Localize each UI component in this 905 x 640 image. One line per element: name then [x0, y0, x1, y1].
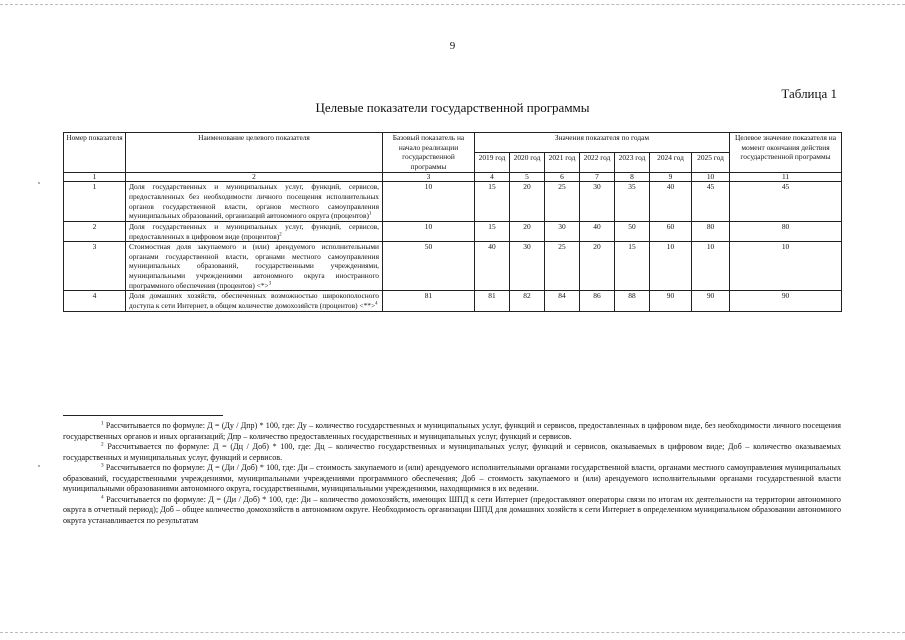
year-value: 45	[692, 182, 730, 222]
indicators-table	[63, 132, 842, 312]
footnote	[63, 495, 841, 527]
year-value: 82	[510, 291, 545, 311]
row-number: 1	[64, 182, 126, 222]
indicator-name	[126, 182, 383, 222]
footnote-ref: 4	[375, 301, 378, 307]
year-value: 80	[692, 221, 730, 241]
table-row	[64, 182, 842, 222]
year-value: 15	[615, 242, 650, 291]
footnote	[63, 463, 841, 495]
indicator-name-text: Доля государственных и муниципальных услуг, функций, сервисов, предоставленных в цифровом виде (процентов)	[129, 221, 379, 241]
footnote-number: 1	[101, 420, 104, 427]
year-value: 86	[580, 291, 615, 311]
footnote-number: 3	[101, 462, 104, 469]
base-value: 10	[383, 182, 475, 222]
footnote-ref: 1	[368, 211, 372, 217]
base-value: 50	[383, 242, 475, 291]
footnote-text: Рассчитывается по формуле: Д = (Дц / Доб) * 100, где: Дц – количество государственных и муниципальных услуг, функций и сервисов, оказываемых в цифровом виде; Доб – количество оказываемых государственных и муниципальных услуг, функций и сервисов.	[63, 442, 841, 462]
scan-speck	[38, 465, 40, 467]
year-header: 2022 год	[580, 152, 615, 172]
year-header: 2020 год	[510, 152, 545, 172]
table-row	[64, 291, 842, 311]
year-header: 2025 год	[692, 152, 730, 172]
scan-speck	[38, 182, 40, 184]
indicator-name	[126, 221, 383, 241]
year-header: 2024 год	[650, 152, 692, 172]
column-number: 5	[510, 172, 545, 182]
year-value: 88	[615, 291, 650, 311]
year-value: 60	[650, 221, 692, 241]
year-value: 25	[545, 182, 580, 222]
year-value: 15	[475, 182, 510, 222]
indicator-name	[126, 291, 383, 311]
year-value: 81	[475, 291, 510, 311]
scan-bottom-edge	[0, 632, 905, 633]
footnote-text: Рассчитывается по формуле: Д = (Ди / Доб) * 100, где: Ди – стоимость закупаемого и (или) арендуемого исполнительными органами государственной власти, органами местного самоуправления муниципальных образований, государственными учреждениями, муниципальными учреждениями программного обеспечения; Доб – стоимость закупаемого и (или) арендуемого исполнительными органами государственной власти муниципальными образованиями автономного округа, государственными, муниципальными учреждениями, находящимися в их ведении.	[63, 463, 841, 494]
year-value: 40	[650, 182, 692, 222]
year-value: 25	[545, 242, 580, 291]
indicator-name-text: Доля государственных и муниципальных услуг, функций, сервисов, предоставленных без необходимости личного посещения исполнительных органов государственной власти, органов местного самоуправления муниципальных образований, организаций автономного округа (процентов)	[129, 182, 379, 221]
year-value: 84	[545, 291, 580, 311]
row-number: 4	[64, 291, 126, 311]
column-number: 9	[650, 172, 692, 182]
base-value: 81	[383, 291, 475, 311]
column-number: 6	[545, 172, 580, 182]
target-value: 45	[730, 182, 842, 222]
footnote-separator	[63, 415, 223, 416]
column-number: 11	[730, 172, 842, 182]
year-header: 2021 год	[545, 152, 580, 172]
year-value: 20	[510, 182, 545, 222]
column-number: 8	[615, 172, 650, 182]
col-header-target: Целевое значение показателя на момент окончания действия государственной программы	[730, 133, 842, 173]
scan-top-edge	[0, 4, 905, 5]
year-value: 90	[650, 291, 692, 311]
footnote-number: 2	[101, 441, 104, 448]
year-value: 20	[580, 242, 615, 291]
column-number: 4	[475, 172, 510, 182]
footnote	[63, 442, 841, 463]
column-number: 10	[692, 172, 730, 182]
row-number: 3	[64, 242, 126, 291]
year-value: 35	[615, 182, 650, 222]
year-value: 40	[580, 221, 615, 241]
footnote	[63, 421, 841, 442]
col-header-values-group: Значения показателя по годам	[475, 133, 730, 153]
col-header-base: Базовый показатель на начало реализации государственной программы	[383, 133, 475, 173]
row-number: 2	[64, 221, 126, 241]
column-number: 1	[64, 172, 126, 182]
target-value: 10	[730, 242, 842, 291]
year-value: 30	[580, 182, 615, 222]
page-number: 9	[449, 40, 456, 52]
footnote-text: Рассчитывается по формуле: Д = (Ду / Дпр) * 100, где: Ду – количество государственных и муниципальных услуг, функций и сервисов, предоставленных в цифровом виде, без необходимости личного посещения государственных органов и иных организаций; Дпр – количество предоставленных государственных и муниципальных услуг, функций и сервисов.	[63, 421, 841, 441]
base-value: 10	[383, 221, 475, 241]
year-value: 90	[692, 291, 730, 311]
year-value: 40	[475, 242, 510, 291]
year-value: 30	[510, 242, 545, 291]
table-row	[64, 221, 842, 241]
column-number: 3	[383, 172, 475, 182]
footnote-text: Рассчитывается по формуле: Д = (Ди / Доб) * 100, где: Ди – количество домохозяйств, имеющих ШПД к сети Интернет (предоставляют операторы связи по итогам их деятельности на территории автономного округа в отчетный период); Доб – общее количество домохозяйств в автономном округе. Необходимость организации ШПД для домашних хозяйств к сети Интернет в определенном муниципальном образовании автономного округа устанавливается по результатам	[63, 494, 841, 525]
footnote-ref: 3	[268, 281, 272, 287]
target-value: 90	[730, 291, 842, 311]
indicators-table-container	[63, 132, 841, 312]
footnote-number: 4	[101, 493, 104, 500]
year-value: 15	[475, 221, 510, 241]
indicator-name	[126, 242, 383, 291]
indicator-name-text: Доля домашних хозяйств, обеспеченных возможностью широкополосного доступа к сети Интернет, в общем количестве домохозяйств (процентов) <**>	[129, 291, 379, 310]
year-value: 30	[545, 221, 580, 241]
indicator-name-text: Стоимостная доля закупаемого и (или) арендуемого исполнительными органами государственной власти, органами местного самоуправления муниципальных образований, государственными учреждениями, муниципальными учреждениями автономного округа иностранного программного обеспечения (процентов) <*>	[129, 242, 379, 290]
table-label: Таблица 1	[781, 86, 837, 101]
column-number: 2	[126, 172, 383, 182]
year-value: 20	[510, 221, 545, 241]
year-value: 50	[615, 221, 650, 241]
footnote-ref: 2	[279, 232, 282, 238]
col-header-name: Наименование целевого показателя	[126, 133, 383, 173]
column-number-row	[64, 172, 842, 182]
header-row-1	[64, 133, 842, 153]
year-value: 10	[650, 242, 692, 291]
footnotes	[63, 421, 841, 526]
table-row	[64, 242, 842, 291]
column-number: 7	[580, 172, 615, 182]
year-header: 2019 год	[475, 152, 510, 172]
year-value: 10	[692, 242, 730, 291]
year-header: 2023 год	[615, 152, 650, 172]
target-value: 80	[730, 221, 842, 241]
col-header-number: Номер показателя	[64, 133, 126, 173]
page-title: Целевые показатели государственной программы	[315, 100, 590, 115]
